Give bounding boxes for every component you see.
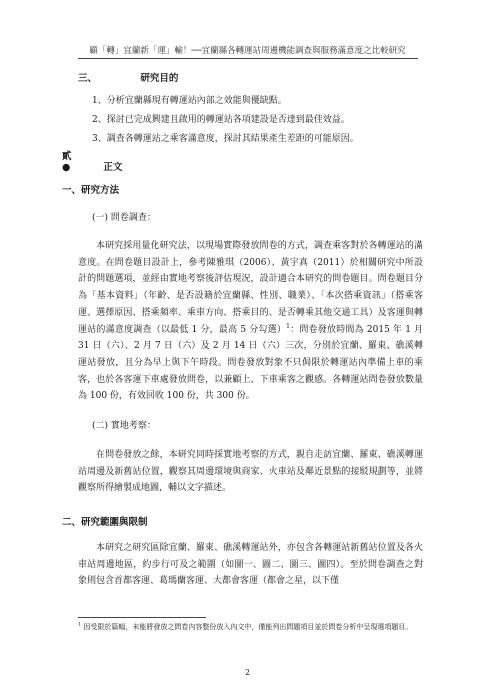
field-study-label: (二) 實地考察： — [92, 421, 156, 431]
methods-heading: 一、研究方法 — [62, 185, 120, 196]
section-number: 三、 — [78, 73, 98, 84]
scope-heading: 二、研究範圍與限制 — [62, 517, 148, 528]
chapter-heading — [62, 148, 122, 173]
objectives-list — [92, 92, 422, 149]
page-number: 2 — [244, 668, 251, 677]
survey-label: (一) 問卷調查： — [92, 213, 156, 223]
footnote-rule — [78, 617, 206, 618]
footnote-text: 因受限於篇幅，未能將發放之問卷內容整份放入內文中，僅能列出問題項目並於問卷分析中呈現選項題目。 — [83, 623, 413, 631]
running-header: 顧「轉」宜蘭新「運」輸！──宜蘭縣各轉運站周邊機能調查與服務滿意度之比較研究 — [89, 46, 406, 56]
chapter-title: 正文 — [103, 162, 123, 173]
list-item: 2、探討已完成興建且啟用的轉運站各項建設是否達到最佳效益。 — [92, 115, 350, 125]
footnote-reference: 1 — [286, 322, 290, 330]
scope-paragraph: 本研究之研究區除宜蘭、羅東、礁溪轉運站外，亦包含各轉運站新舊站位置及各火車站周邊地區，約步行可及之範圍（如圖一、圖二、圖三、圖四）。至於問卷調查之對象則包含首都客運、葛瑪蘭客運、大都會客運（都會之星，以下僅 — [78, 543, 423, 587]
chapter-number: 貳● — [62, 151, 72, 173]
survey-text-part2: ：問卷發放時間為 2015 年 1 月 31 日（六）、2 月 7 日（六）及 2 月 14 日（六）三次，分別於宜蘭、羅東、礁溪轉運站發放，且分為早上與下午時段。問卷發放對象不只侷限於轉運站內準備上車的乘客，也於各客運下車處發放問卷，以兼顧上、下車乘客之觀感。各轉運站問卷發放數量為 100 份，有效回收 100 份，共 300 份。 — [78, 324, 423, 402]
survey-paragraph — [78, 238, 423, 405]
field-study-paragraph: 在問卷發放之餘，本研究同時採實地考察的方式，親自走訪宜蘭、羅東、礁溪轉運站周邊及新舊站位置，觀察其周邊環境與商家、火車站及鄰近景點的接駁規劃等，並將觀察所得繪製成地圖，輔以文字描述。 — [78, 450, 423, 494]
list-item: 3、調查各轉運站之乘客滿意度，探討其結果產生差距的可能原因。 — [92, 134, 359, 144]
survey-text-part1: 本研究採用量化研究法，以現場實際發放問卷的方式，調查乘客對於各轉運站的滿意度。在問卷題目設計上，參考陳雅琪（2006）、黃宇真（2011）於相關研究中所設計的問題選項，並經由實地考察後評估現況，設計適合本研究的問卷題目。問卷題目分為「基本資料」（年齡、是否設籍於宜蘭縣、性別、職業）、「本次搭乘資訊」（搭乘客運、選擇原因、搭乘頻率、乘車方向、搭乘目的、是否轉乘其他交通工具）及客運與轉運站的滿意度調查（以最低 1 分，最高 5 分勾選） — [78, 241, 423, 335]
header-rule — [78, 58, 418, 59]
footnote-number: 1 — [78, 621, 82, 628]
footnote — [78, 622, 423, 633]
section-heading-objectives — [78, 70, 178, 84]
section-title: 研究目的 — [140, 73, 179, 84]
list-item: 1、分析宜蘭縣現有轉運站內部之效能與優缺點。 — [92, 96, 287, 106]
